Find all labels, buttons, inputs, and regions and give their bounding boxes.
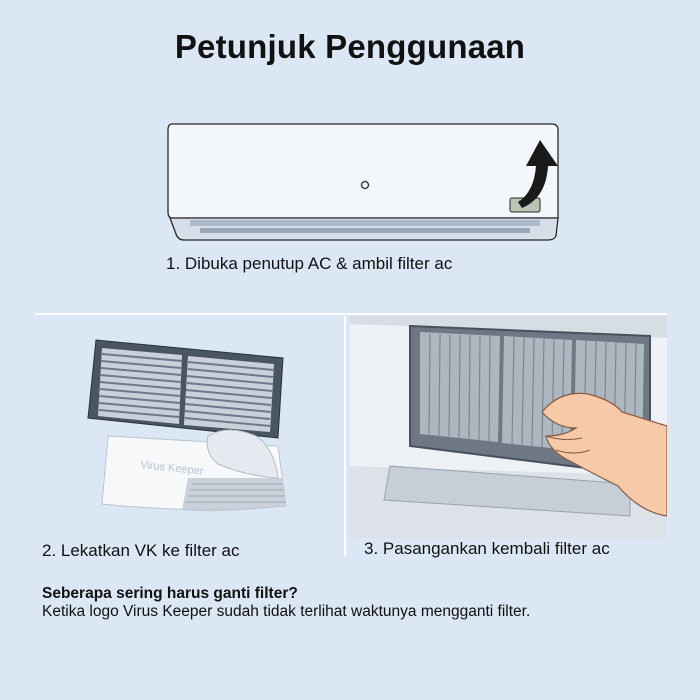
section-divider-horizontal — [35, 313, 667, 315]
filter-insert-illustration — [350, 316, 667, 538]
svg-text:Virus Keeper: Virus Keeper — [139, 459, 204, 478]
page-title: Petunjuk Penggunaan — [174, 28, 526, 65]
section-divider-vertical — [344, 316, 346, 556]
step-1-label: 1. Dibuka penutup AC & ambil filter ac — [166, 254, 453, 273]
step-3-label: 3. Pasangankan kembali filter ac — [364, 539, 610, 558]
ac-unit-illustration — [160, 118, 590, 248]
faq-question: Seberapa sering harus ganti filter? — [42, 585, 298, 602]
faq-answer: Ketika logo Virus Keeper sudah tidak terlihat waktunya mengganti filter. — [42, 603, 531, 620]
step-2-label: 2. Lekatkan VK ke filter ac — [42, 541, 240, 560]
filter-and-sticker-illustration — [78, 328, 293, 518]
